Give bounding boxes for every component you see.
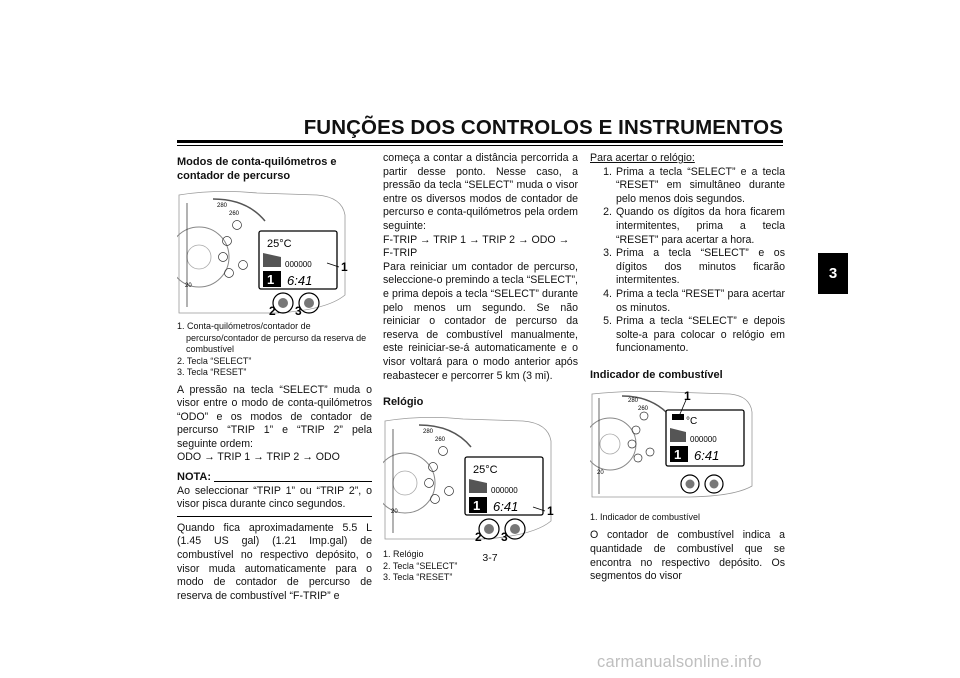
figure-odometer [177,185,372,315]
gauge-temp-readout: °C [686,415,698,427]
gauge-clock-readout: 6:41 [694,447,720,463]
instrument-panel-drawing [590,388,752,497]
instrument-panel-drawing [383,417,551,542]
step-item [590,166,785,207]
caption-3: 3. Tecla “RESET” [177,367,247,377]
gauge-gear-digit: 1 [267,272,275,287]
high-beam-indicator-icon [634,454,642,462]
paragraph: Quando fica aproximadamente 5.5 L (1.45 US gal) (1.21 Imp.gal) de combustível no respectivo depósito, o visor muda automaticamente para o modo de contador de percurso de reserva de combustível “F-TRIP” e [177,521,372,602]
subheading-set-clock: Para acertar o relógio: [590,152,695,164]
step-number: 4. [603,287,612,300]
gauge-temp-readout: 25°C [473,464,498,477]
gauge-tick-20: 20 [185,283,192,289]
callout-1: 1 [547,504,554,519]
column-3 [590,152,785,584]
gauge-tick-280: 280 [423,429,434,436]
gauge-tick-20: 20 [597,469,604,476]
column-1 [177,155,372,603]
high-beam-indicator-icon [431,495,440,504]
paragraph: A pressão na tecla “SELECT” muda o visor entre o modo de conta-quilómetros “ODO” e os modos de contador de percurso “TRIP 1” e “TRIP 2” pela seguinte ordem: [177,383,372,450]
step-text: Prima a tecla “RESET” para acertar os minutos. [616,287,785,314]
fuel-segments [672,414,684,420]
header-rule-thin [177,145,783,146]
step-text: Prima a tecla “SELECT” e a tecla “RESET” em simultâneo durante pelo menos dois segundos. [616,165,785,205]
step-item [590,315,785,356]
section-heading-clock: Relógio [383,396,424,409]
step-item [590,206,785,247]
chapter-tab: 3 [818,253,848,294]
caption-1: 1. Relógio [383,549,424,560]
callout-1: 1 [341,260,348,274]
oil-warning-icon [640,412,648,420]
gauge-tick-280: 280 [628,397,639,404]
engine-warning-icon [632,426,640,434]
step-item [590,288,785,315]
caption-3: 3. Tecla “RESET” [383,572,453,583]
gauge-odo-readout: 000000 [690,434,717,444]
fuel-warning-icon [646,448,654,456]
callout-3: 3 [295,304,302,315]
step-text: Quando os dígitos da hora ficarem intermitentes, prima a tecla “RESET” para acertar a hora. [616,206,785,246]
paragraph: começa a contar a distância percorrida a partir desse ponto. Nesse caso, a pressão da tecla “SELECT” muda o visor entre os diversos modos de contador de percurso e conta-quilómetros pela ordem seguinte: [383,152,578,232]
figure-caption: 1. Indicador de combustível [590,511,701,522]
note-label: NOTA: [177,471,212,484]
gauge-tick-20: 20 [391,509,398,516]
page-number: 3-7 [482,552,498,564]
oil-warning-icon [439,447,448,456]
fuel-warning-icon [239,261,248,270]
gauge-odo-readout: 000000 [285,260,312,269]
figure-clock [383,411,578,541]
header-rule-thick [177,140,783,143]
gauge-tick-260: 260 [229,211,240,217]
figure-captions [177,321,372,379]
step-number: 1. [603,165,612,178]
neutral-indicator-icon [425,479,434,488]
instrument-panel-drawing [177,191,345,313]
caption-2: 2. Tecla “SELECT” [177,355,252,366]
neutral-indicator-icon [219,253,228,262]
step-number: 3. [603,247,612,260]
gauge-gear-digit: 1 [674,446,682,462]
mode-sequence: ODO → TRIP 1 → TRIP 2 → ODO [177,451,340,464]
section-heading-odometer: Modos de conta-quilómetros e contador de percurso [177,156,337,182]
column-2 [383,152,578,584]
callout-1: 1 [684,388,691,403]
step-number: 5. [603,315,612,328]
step-text: Prima a tecla “SELECT” e os dígitos dos minutos ficarão intermitentes. [616,247,785,287]
figure-fuel-gauge [590,388,785,498]
gauge-odo-readout: 000000 [491,486,518,496]
note-text: Ao seleccionar “TRIP 1” ou “TRIP 2”, o visor pisca durante cinco segundos. [177,484,372,511]
page-title: FUNÇÕES DOS CONTROLOS E INSTRUMENTOS [303,116,783,139]
gauge-clock-readout: 6:41 [493,499,519,515]
neutral-indicator-icon [628,440,636,448]
gauge-tick-280: 280 [217,203,228,209]
fuel-warning-icon [445,487,454,496]
step-item [590,247,785,288]
gauge-clock-readout: 6:41 [287,273,313,288]
callout-3: 3 [501,530,508,542]
note-divider [177,516,372,517]
step-text: Prima a tecla “SELECT” e depois solte-a para colocar o relógio em funcionamento. [616,315,785,355]
callout-2: 2 [269,304,276,315]
oil-warning-icon [233,221,242,230]
caption-1: 1. Conta-quilómetros/contador de percurso/contador de percurso da reserva de combustível [177,321,367,354]
caption-2: 2. Tecla “SELECT” [383,560,458,571]
paragraph: O contador de combustível indica a quantidade de combustível que se encontra no respectivo depósito. Os segmentos do visor [590,529,785,583]
gauge-temp-readout: 25°C [267,238,292,250]
step-number: 2. [603,206,612,219]
note-block [177,471,372,485]
gauge-tick-260: 260 [638,405,649,412]
section-heading-fuel: Indicador de combustível [590,368,723,381]
gauge-tick-260: 260 [435,437,446,444]
gauge-gear-digit: 1 [473,498,481,514]
high-beam-indicator-icon [225,269,234,278]
watermark: carmanualsonline.info [597,653,762,671]
mode-sequence: F-TRIP → TRIP 1 → TRIP 2 → ODO → F-TRIP [383,233,570,260]
callout-2: 2 [475,530,482,542]
paragraph: Para reiniciar um contador de percurso, seleccione-o premindo a tecla “SELECT”, e prima depois a tecla “SELECT” durante pelo menos um segundo. Se não reiniciar o contador de percurso da reserva de combustível manualmente, este reiniciar-se-á automaticamente e o visor voltará para o modo anterior após reabastecer e percorrer 5 km (3 mi). [383,260,578,382]
